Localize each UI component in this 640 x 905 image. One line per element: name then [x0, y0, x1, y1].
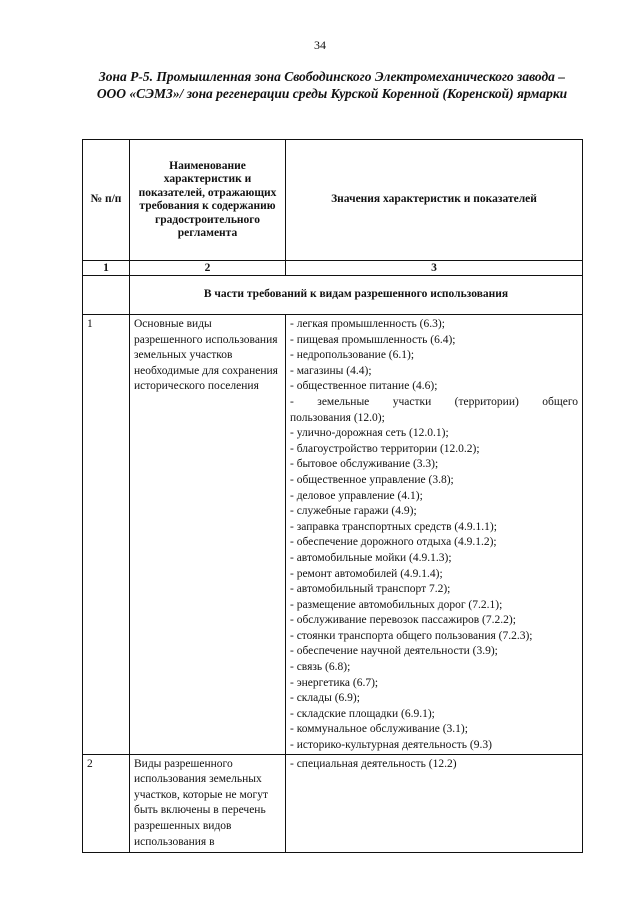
- value-list-item: - благоустройство территории (12.0.2);: [290, 442, 480, 455]
- value-list-item: - пищевая промышленность (6.4);: [290, 333, 456, 346]
- column-number: 1: [83, 261, 130, 276]
- value-list-item: - земельные участки (территории) общего: [290, 395, 578, 408]
- table-row: [83, 754, 583, 852]
- section-empty-cell: [83, 276, 130, 315]
- value-list-item: - деловое управление (4.1);: [290, 489, 423, 502]
- value-list-item: - размещение автомобильных дорог (7.2.1);: [290, 598, 503, 611]
- row-values: [286, 754, 583, 852]
- header-values: Значения характеристик и показателей: [286, 140, 583, 261]
- column-number-row: [83, 261, 583, 276]
- header-number: № п/п: [83, 140, 130, 261]
- table-header-row: [83, 140, 583, 261]
- value-list-item: - коммунальное обслуживание (3.1);: [290, 723, 468, 736]
- value-list-item: - улично-дорожная сеть (12.0.1);: [290, 427, 449, 440]
- value-list-item: - общественное питание (4.6);: [290, 380, 438, 393]
- value-list-item: - бытовое обслуживание (3.3);: [290, 458, 439, 471]
- row-characteristic-name: Основные виды разрешенного использования земельных участков необходимые для сохранения исторического поселения: [130, 315, 286, 755]
- page-number: 34: [314, 38, 326, 52]
- table-row: [83, 315, 583, 755]
- value-list-item: - стоянки транспорта общего пользования (7.2.3);: [290, 629, 533, 642]
- section-row: [83, 276, 583, 315]
- value-list-item: - историко-культурная деятельность (9.3): [290, 739, 492, 752]
- row-number: 1: [83, 315, 130, 755]
- value-list-item: - автомобильный транспорт 7.2);: [290, 583, 451, 596]
- value-list-item: - связь (6.8);: [290, 661, 351, 674]
- section-title: В части требований к видам разрешенного использования: [130, 276, 583, 315]
- value-list-item: - обеспечение дорожного отдыха (4.9.1.2);: [290, 536, 497, 549]
- column-number: 3: [286, 261, 583, 276]
- value-list-item: - заправка транспортных средств (4.9.1.1);: [290, 520, 497, 533]
- value-list-item: пользования (12.0);: [290, 411, 385, 424]
- value-list-item: - специальная деятельность (12.2): [290, 757, 457, 770]
- value-list-item: - ремонт автомобилей (4.9.1.4);: [290, 567, 443, 580]
- value-list-item: - общественное управление (3.8);: [290, 473, 454, 486]
- row-number: 2: [83, 754, 130, 852]
- value-list-item: - недропользование (6.1);: [290, 349, 415, 362]
- value-list-item: - служебные гаражи (4.9);: [290, 505, 417, 518]
- value-list-item: - легкая промышленность (6.3);: [290, 318, 445, 330]
- document-title: Зона Р-5. Промышленная зона Свободинского Электромеханического завода – ООО «СЭМЗ»/ зона регенерации среды Курской Коренной (Коренской) ярмарки: [96, 69, 568, 101]
- value-list-item: - складские площадки (6.9.1);: [290, 707, 435, 720]
- value-list-item: - обеспечение научной деятельности (3.9);: [290, 645, 498, 658]
- value-list-item: - склады (6.9);: [290, 692, 360, 705]
- regulations-table: [82, 139, 583, 853]
- column-number: 2: [130, 261, 286, 276]
- header-characteristic-name: Наименование характеристик и показателей, отражающих требования к содержанию градостроительного регламента: [130, 140, 286, 261]
- row-characteristic-name: Виды разрешенного использования земельных участков, которые не могут быть включены в перечень разрешенных видов использования в: [130, 754, 286, 852]
- value-list-item: - обслуживание перевозок пассажиров (7.2.2);: [290, 614, 516, 627]
- value-list-item: - магазины (4.4);: [290, 364, 372, 377]
- value-list-item: - автомобильные мойки (4.9.1.3);: [290, 551, 452, 564]
- row-values: [286, 315, 583, 755]
- value-list-item: - энергетика (6.7);: [290, 676, 379, 689]
